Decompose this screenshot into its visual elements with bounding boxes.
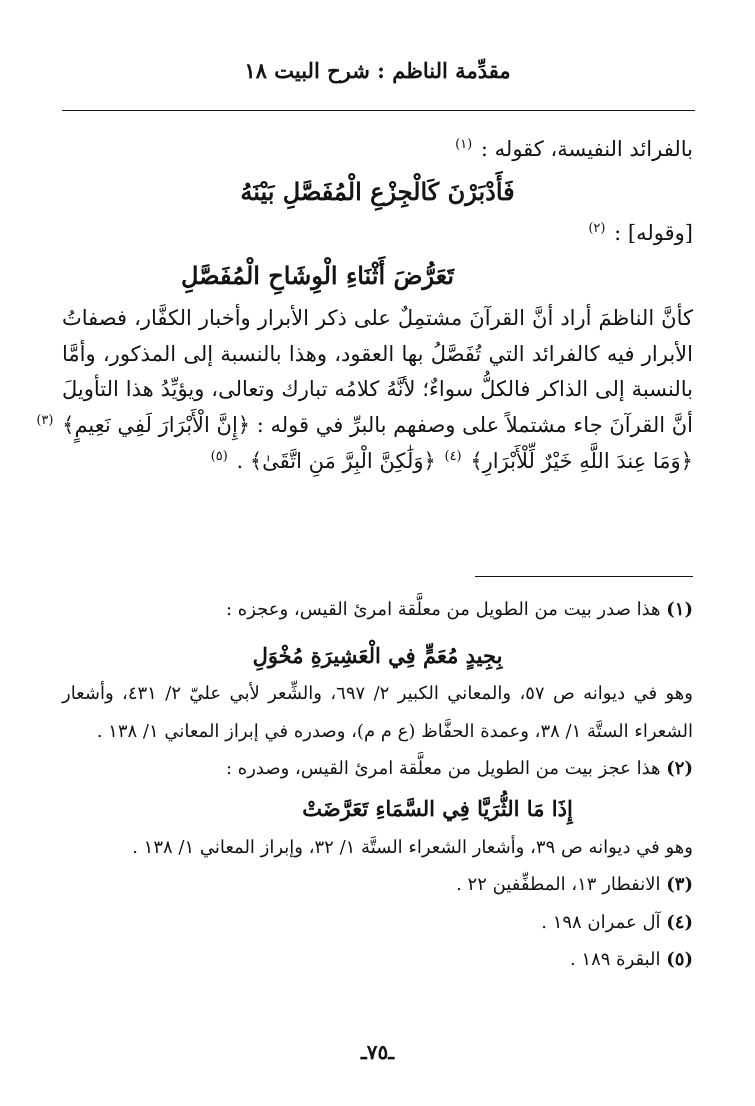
footnote-ref-1: (١) xyxy=(455,137,473,152)
footnote-ref-2: (٢) xyxy=(588,221,606,237)
footnote-1-number: (١) xyxy=(666,599,693,620)
footnote-4-text: آل عمران ١٩٨ . xyxy=(541,911,661,933)
main-text xyxy=(36,132,693,479)
footnotes xyxy=(62,594,693,982)
footnote-1-text: هذا صدر بيت من الطويل من معلَّقة امرئ القيس، وعجزه : xyxy=(225,599,661,620)
footnote-3 xyxy=(62,869,693,901)
footnote-1-ref-line-2: الشعراء الستَّة ١/ ٣٨، وعمدة الحفَّاظ (ع م م)، وصدره في إبراز المعاني ١/ ١٣٨ . xyxy=(96,720,693,742)
second-intro-line xyxy=(62,216,693,252)
second-intro-text: [وقوله] : xyxy=(614,221,693,246)
footnote-4 xyxy=(62,907,693,939)
footnote-2-number: (٢) xyxy=(666,758,693,780)
paragraph-line-2: الأبرار فيه كالفرائد التي تُفَصَّلُ بها العقود، وهذا بالنسبة إلى المذكور، وأمَّا xyxy=(62,341,693,366)
quran-quote-b: ﴿وَلَٰكِنَّ الْبِرَّ مَنِ اتَّقَىٰ﴾ . xyxy=(236,448,436,473)
paragraph-line-4 xyxy=(36,408,693,444)
footnote-3-text: الانفطار ١٣، المطفِّفين ٢٢ . xyxy=(456,874,661,895)
quran-quote-a: ﴿وَمَا عِندَ اللَّهِ خَيْرٌ لِّلْأَبْرَارِ﴾ xyxy=(470,448,693,473)
footnote-5-text: البقرة ١٨٩ . xyxy=(569,949,661,970)
paragraph-line-1: كأنَّ الناظمَ أراد أنَّ القرآنَ مشتمِلٌ على ذكر الأبرار وأخبار الكفَّار، فصفاتُ xyxy=(62,305,693,330)
footnote-ref-3: (٣) xyxy=(36,413,54,429)
footnote-separator xyxy=(475,576,693,577)
footnote-5 xyxy=(62,944,693,976)
intro-text: بالفرائد النفيسة، كقوله : xyxy=(480,137,693,161)
footnote-2 xyxy=(62,753,693,785)
footnote-ref-5: (٥) xyxy=(210,448,228,464)
footnote-ref-4: (٤) xyxy=(444,448,462,464)
verse-2: تَعَرُّضَ أَثْنَاءِ الْوِشَاحِ الْمُفَصَّلِ xyxy=(180,261,455,291)
footnote-2-ref: وهو في ديوانه ص ٣٩، وأشعار الشعراء الستَّة ١/ ٣٢، وإبراز المعاني ١/ ١٣٨ . xyxy=(132,836,693,858)
running-head: مقدِّمة الناظم : شرح البيت ١٨ xyxy=(244,58,511,83)
footnote-1 xyxy=(62,594,693,626)
footnote-2-verse: إِذَا مَا الثُّرَيَّا فِي السَّمَاءِ تَعَرَّضَتْ xyxy=(302,795,573,821)
footnote-1-ref-line-1: وهو في ديوانه ص ٥٧، والمعاني الكبير ٢/ ٦٩٧، والشِّعر لأبي عليّ ٢/ ٤٣١، وأشعار xyxy=(62,683,693,705)
paragraph-line-5 xyxy=(62,444,693,480)
footnote-4-number: (٤) xyxy=(666,911,693,933)
footnote-3-number: (٣) xyxy=(666,874,693,895)
paragraph-line-3: بالنسبة إلى الذاكر فالكلُّ سواءٌ؛ لأنَّهُ كلامُه تبارك وتعالى، ويؤيِّدُ هذا التأويلَ xyxy=(62,377,693,402)
intro-line xyxy=(62,132,693,168)
header-rule xyxy=(62,110,695,111)
verse-1: فَأَدْبَرْنَ كَالْجِزْعِ الْمُفَصَّلِ بَيْنَهُ xyxy=(240,176,515,206)
paragraph-line-4-text: أنَّ القرآنَ جاء مشتملاً على وصفهم بالبرِّ في قوله : ﴿إِنَّ الْأَبْرَارَ لَفِي نَعِيمٍ﴾ xyxy=(62,413,693,438)
footnote-5-number: (٥) xyxy=(666,949,693,970)
page-number: ـ٧٥ـ xyxy=(360,1040,395,1064)
footnote-1-verse: بِجِيدٍ مُعَمٍّ فِي الْعَشِيرَةِ مُخْوَلِ xyxy=(252,642,503,668)
footnote-2-text: هذا عجز بيت من الطويل من معلَّقة امرئ القيس، وصدره : xyxy=(225,758,661,780)
